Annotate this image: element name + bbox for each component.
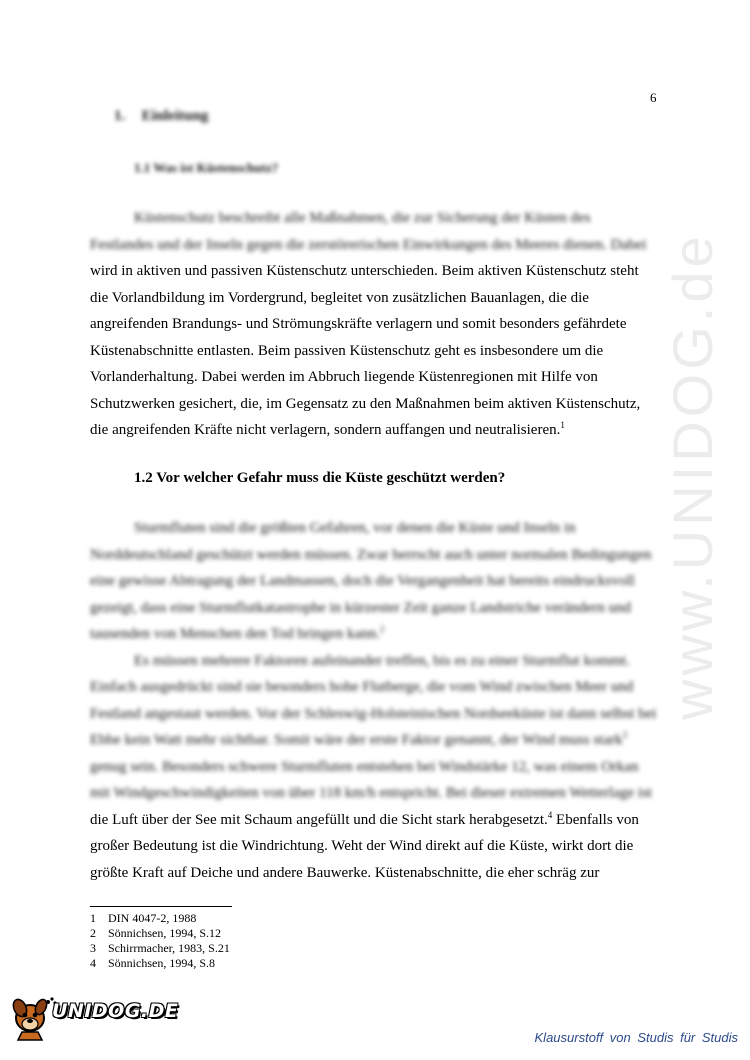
text-line: größte Kraft auf Deiche und andere Bauwerke. Küstenabschnitte, die eher schräg zur [90,864,600,881]
text-line: großer Bedeutung ist die Windrichtung. Weht der Wind direkt auf die Küste, wirkt dort die [90,838,634,854]
text-line [90,807,658,834]
footnote-ref: 3 [622,730,628,740]
footnote-number: 1 [90,911,96,925]
footnote-number: 2 [90,926,96,940]
text-line-content: die angreifenden Kräfte nicht verlagern, sondern auffangen und neutralisieren. [90,422,561,438]
footnote-number: 4 [90,956,96,970]
text-line: Vorlanderhaltung. Dabei werden im Abbruch liegende Küstenregionen mit Hilfe von [90,369,598,385]
section-heading-1-2: 1.2 Vor welcher Gefahr muss die Küste geschützt werden? [134,470,506,486]
logo-wordmark[interactable]: UNIDOG.DE [52,1000,179,1022]
footnotes [90,911,230,971]
text-line: Einfach ausgedrückt sind sie besonders hohe Flutberge, die vom Wind zwischen Meer und [90,679,634,695]
footnote-ref: 4 [547,809,553,820]
text-line: Festlandes und der Inseln gegen die zerstörerischen Einwirkungen des Meeres dienen. Dabei [90,236,647,253]
text-line: Es müssen mehrere Faktoren aufeinander treffen, bis es zu einer Sturmflut kommt. [134,652,630,669]
footnote [90,941,230,956]
footnote-text: Sönnichsen, 1994, S.12 [108,926,222,940]
text-line [90,417,658,444]
footnote-number: 3 [90,941,96,955]
footnote [90,926,230,941]
text-line: angreifenden Brandungs- und Strömungskräfte verlagern und somit besonders gefährdete [90,316,627,332]
text-line-tail: Ebenfalls von [552,811,639,828]
footnote-ref: 1 [560,420,565,430]
text-line: eine gewisse Abtragung der Landmassen, doch die Vergangenheit hat bereits eindrucksvoll [90,573,635,589]
text-line: Küstenabschnitte entlasten. Beim passiven Küstenschutz geht es insbesondere um die [90,342,604,359]
footnote-ref: 2 [379,624,385,634]
text-line: Norddeutschland geschützt werden müssen. Zwar herrscht auch unter normalen Bedingungen [90,546,652,563]
footnote [90,956,230,971]
watermark: www.UNIDOG.de [661,232,724,720]
section-heading-1-1: 1.1 Was ist Küstenschutz? [134,160,279,175]
text-line: die Vorlandbildung im Vordergrund, begleitet von zusätzlichen Bauanlagen, die die [90,289,589,306]
footnote-divider [90,906,232,907]
text-line [90,727,658,754]
footer-tagline: Klausurstoff von Studis für Studis [534,1030,738,1045]
chapter-number: 1. [114,108,126,124]
text-line-content: tausenden von Menschen den Tod bringen kann. [90,626,380,642]
text-line: Schutzwerken gesichert, die, im Gegensatz zu den Maßnahmen beim aktiven Küstenschutz, [90,395,641,412]
text-line: Festland angestaut werden. Vor der Schleswig-Holsteinischen Nordseeküste ist dann selbst bei [90,705,657,722]
text-line: Sturmfluten sind die größten Gefahren, vor denen die Küste und Inseln in [134,520,576,536]
chapter-heading [114,108,208,125]
footnote-text: DIN 4047-2, 1988 [108,911,197,925]
text-line-content: die Luft über der See mit Schaum angefüllt und die Sicht stark herabgesetzt. [90,811,548,828]
section-1-2-body [90,515,658,886]
footnote-text: Sönnichsen, 1994, S.8 [108,956,216,970]
chapter-title: Einleitung [141,108,209,124]
text-line: genug sein. Besonders schwere Sturmfluten entstehen bei Windstärke 12, was einem Orkan [90,758,639,775]
footnote [90,911,230,926]
text-line: gezeigt, dass eine Sturmflutkatastrophe in kürzester Zeit ganze Landstriche verändern und [90,599,632,616]
text-line: wird in aktiven und passiven Küstenschutz unterschieden. Beim aktiven Küstenschutz steht [90,263,639,279]
text-line: mit Windgeschwindigkeiten von über 118 km/h entspricht. Bei dieser extremen Wetterlage ist [90,785,652,801]
text-line [90,621,658,648]
footnote-text: Schirrmacher, 1983, S.21 [108,941,230,955]
text-line-content: Ebbe kein Watt mehr sichtbar. Somit wäre der erste Faktor genannt, der Wind muss stark [90,732,623,748]
section-1-1-body [90,205,658,444]
page-number: 6 [650,90,657,105]
text-line: Küstenschutz beschreibt alle Maßnahmen, die zur Sicherung der Küsten des [134,210,591,226]
